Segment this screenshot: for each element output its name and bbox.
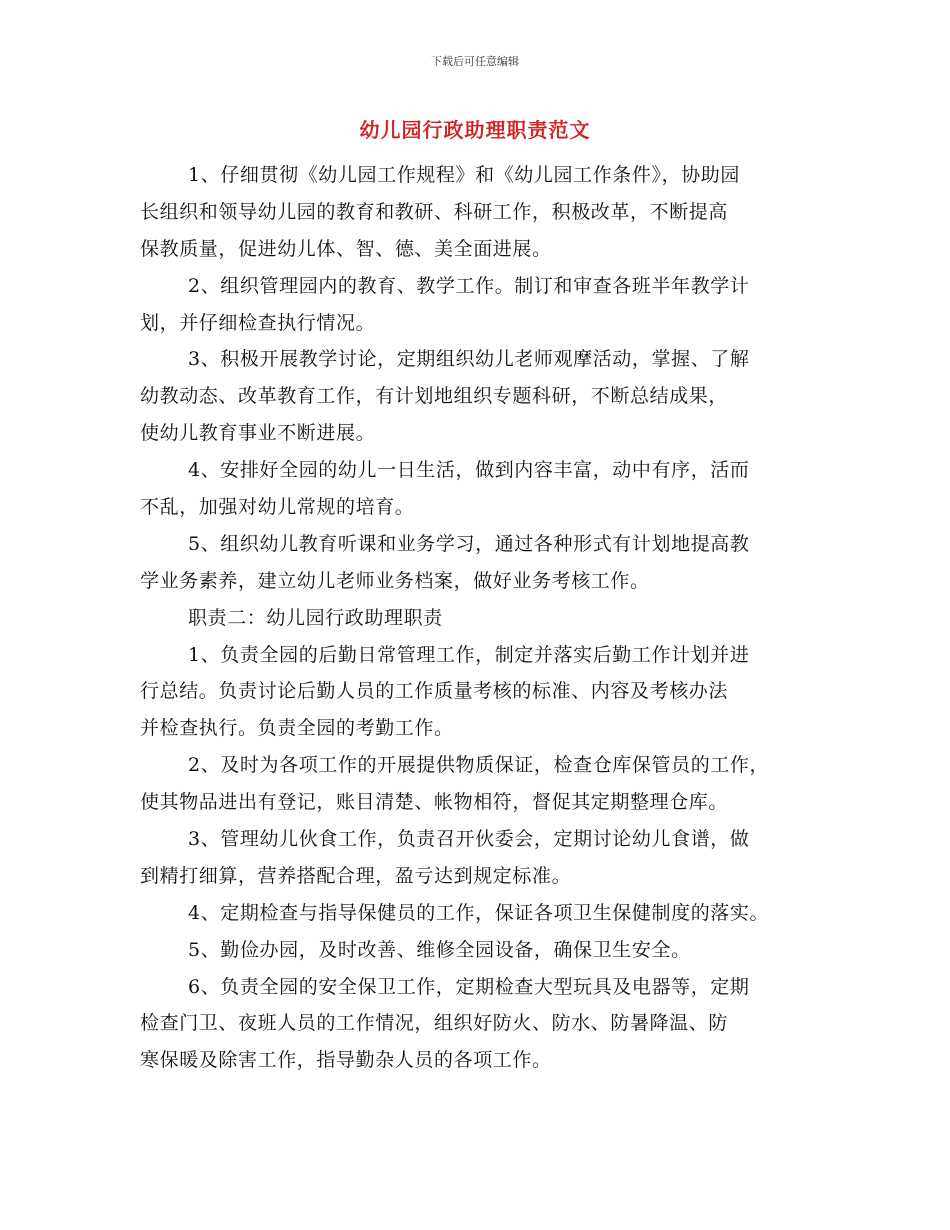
paragraph	[140, 341, 812, 452]
paragraph	[140, 637, 812, 748]
paragraph-line: 不乱，加强对幼儿常规的培育。	[140, 496, 415, 519]
paragraph-line: 2、及时为各项工作的开展提供物质保证，检查仓库保管员的工作，	[188, 754, 770, 777]
paragraph-line: 学业务素养，建立幼儿老师业务档案，做好业务考核工作。	[140, 569, 650, 592]
paragraph-line: 6、负责全园的安全保卫工作，定期检查大型玩具及电器等，定期	[188, 975, 750, 998]
paragraph-line: 划，并仔细检查执行情况。	[140, 311, 376, 334]
paragraph	[140, 932, 812, 969]
paragraph	[140, 526, 812, 600]
header-note: 下载后可任意编辑	[431, 55, 519, 68]
paragraph-line: 使幼儿教育事业不断进展。	[140, 422, 376, 445]
paragraph-line: 行总结。负责讨论后勤人员的工作质量考核的标准、内容及考核办法	[140, 680, 729, 703]
paragraph	[140, 821, 812, 895]
paragraph-line: 1、仔细贯彻《幼儿园工作规程》和《幼儿园工作条件》，协助园	[188, 164, 740, 186]
paragraph-line: 到精打细算，营养搭配合理，盈亏达到规定标准。	[140, 864, 572, 887]
paragraph	[140, 895, 812, 932]
paragraph	[140, 268, 812, 342]
paragraph-line: 5、组织幼儿教育听课和业务学习，通过各种形式有计划地提高教	[188, 532, 750, 555]
paragraph	[140, 969, 812, 1080]
paragraph-line: 3、积极开展教学讨论，定期组织幼儿老师观摩活动，掌握、了解	[188, 348, 750, 371]
paragraph	[140, 600, 812, 637]
paragraph-line: 寒保暖及除害工作，指导勤杂人员的各项工作。	[140, 1049, 552, 1072]
document-title: 幼儿园行政助理职责范文	[359, 118, 591, 142]
paragraph	[140, 747, 812, 821]
paragraph-line: 长组织和领导幼儿园的教育和教研、科研工作，积极改革，不断提高	[140, 200, 729, 223]
paragraph-line: 5、勤俭办园，及时改善、维修全园设备，确保卫生安全。	[188, 938, 691, 961]
paragraph-line: 4、安排好全园的幼儿一日生活，做到内容丰富，动中有序，活而	[188, 459, 750, 482]
paragraph-line: 检查门卫、夜班人员的工作情况，组织好防火、防水、防暑降温、防	[140, 1012, 729, 1035]
paragraph-line: 幼教动态、改革教育工作，有计划地组织专题科研，不断总结成果，	[140, 385, 729, 408]
paragraph-line: 3、管理幼儿伙食工作，负责召开伙委会，定期讨论幼儿食谱，做	[188, 828, 750, 851]
paragraph-line: 并检查执行。负责全园的考勤工作。	[140, 717, 454, 740]
paragraph	[140, 452, 812, 526]
paragraph-line: 4、定期检查与指导保健员的工作，保证各项卫生保健制度的落实。	[188, 901, 770, 924]
paragraph-line: 保教质量，促进幼儿体、智、德、美全面进展。	[140, 237, 552, 260]
paragraph-line: 2、组织管理园内的教育、教学工作。制订和审查各班半年教学计	[188, 274, 750, 297]
paragraph	[140, 157, 812, 268]
paragraph-line: 职责二：幼儿园行政助理职责	[188, 606, 443, 629]
paragraph-line: 1、负责全园的后勤日常管理工作，制定并落实后勤工作计划并进	[188, 643, 750, 666]
document-body	[140, 157, 812, 1079]
paragraph-line: 使其物品进出有登记，账目清楚、帐物相符，督促其定期整理仓库。	[140, 791, 729, 814]
